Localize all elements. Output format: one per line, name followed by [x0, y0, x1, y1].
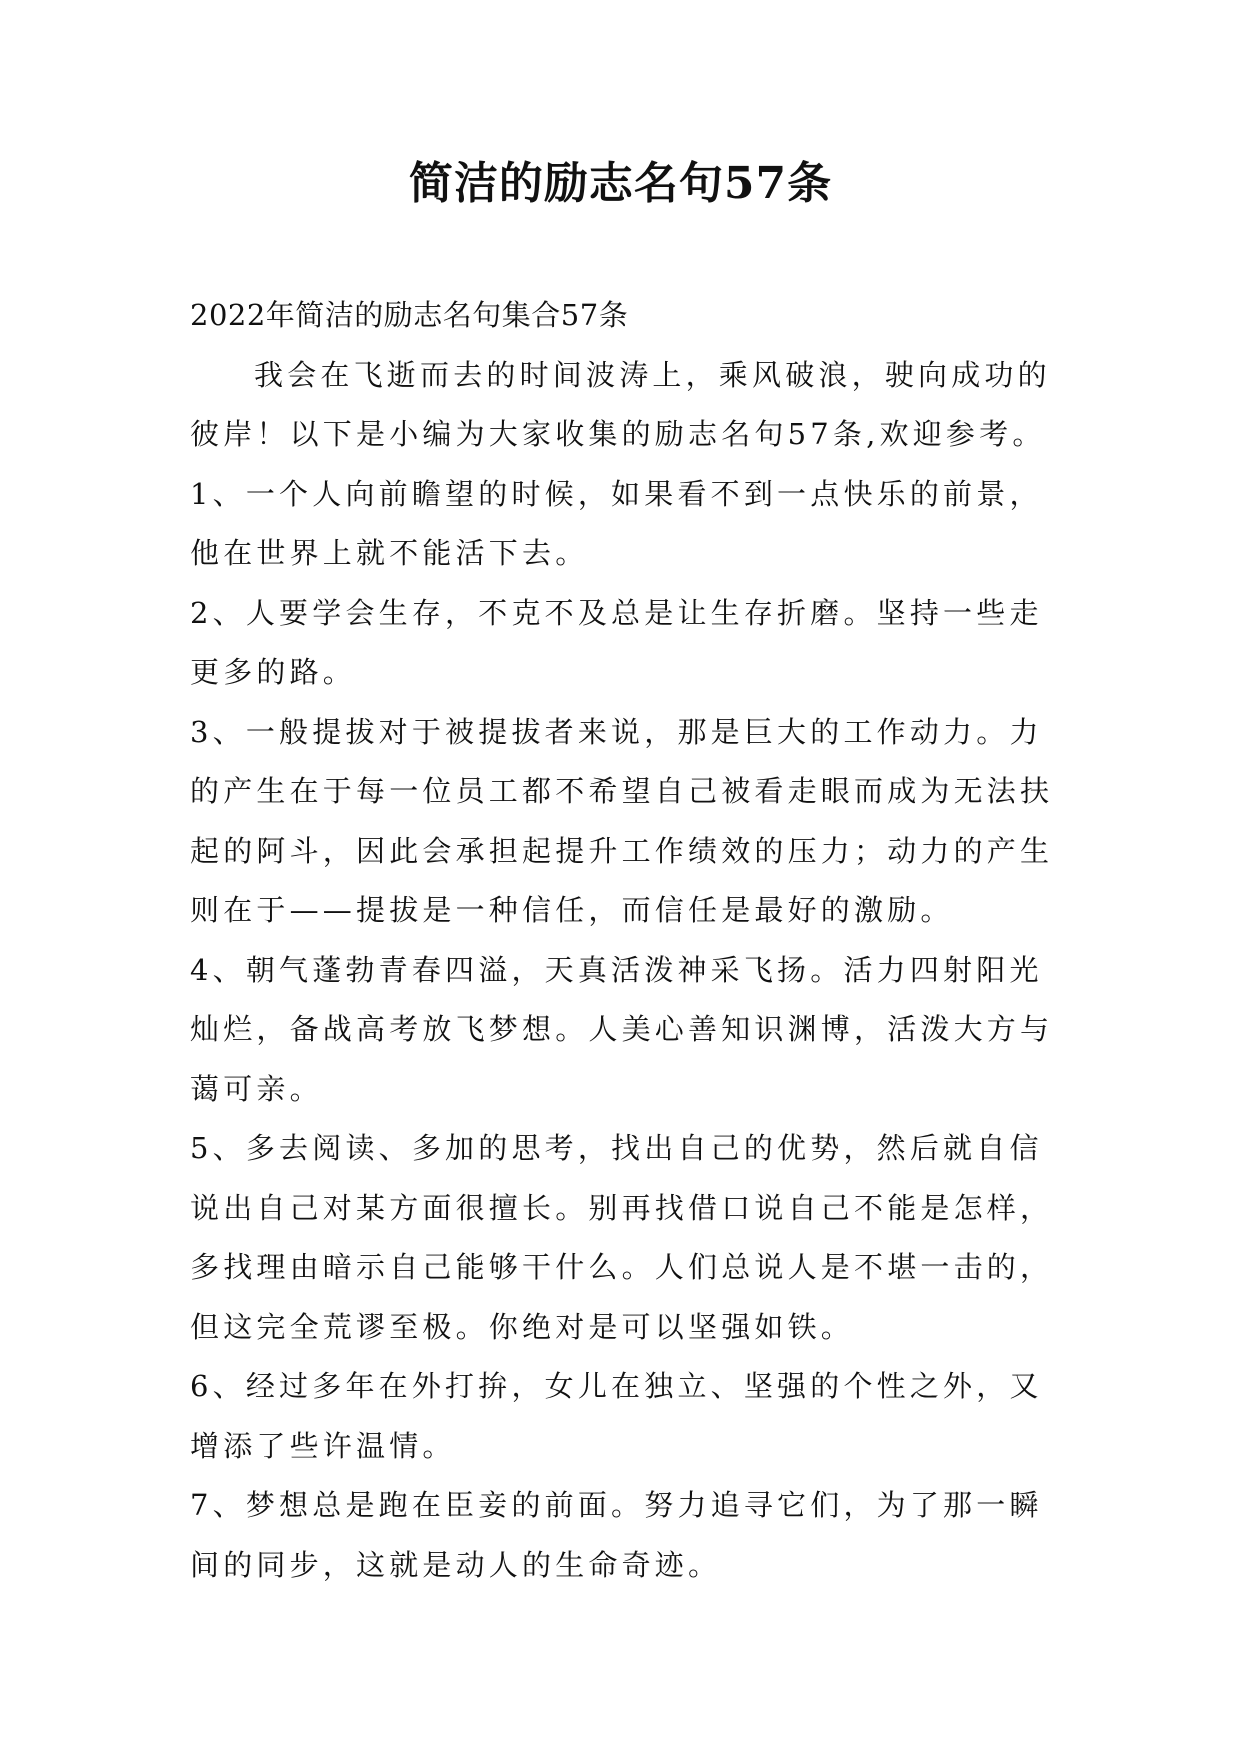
document-subtitle: 2022年简洁的励志名句集合57条 — [190, 298, 629, 332]
quote-item-5: 5、多去阅读、多加的思考，找出自己的优势，然后就自信说出自己对某方面很擅长。别再找借口说自己不能是怎样，多找理由暗示自己能够干什么。人们总说人是不堪一击的，但这完全荒谬至极。你绝对是可以坚强如铁。 — [190, 1131, 1054, 1344]
quote-item-3: 3、一般提拔对于被提拔者来说，那是巨大的工作动力。力的产生在于每一位员工都不希望自己被看走眼而成为无法扶起的阿斗，因此会承担起提升工作绩效的压力；动力的产生则在于——提拔是一种信任，而信任是最好的激励。 — [190, 714, 1054, 927]
quote-item-4: 4、朝气蓬勃青春四溢，天真活泼神采飞扬。活力四射阳光灿烂，备战高考放飞梦想。人美心善知识渊博，活泼大方与蔼可亲。 — [190, 952, 1054, 1106]
quote-item-1: 1、一个人向前瞻望的时候，如果看不到一点快乐的前景，他在世界上就不能活下去。 — [190, 476, 1043, 570]
quote-item-6: 6、经过多年在外打拚，女儿在独立、坚强的个性之外，又增添了些许温情。 — [190, 1369, 1043, 1463]
document-title: 简洁的励志名句57条 — [408, 158, 833, 209]
quote-item-7: 7、梦想总是跑在臣妾的前面。努力追寻它们，为了那一瞬间的同步，这就是动人的生命奇迹。 — [190, 1488, 1043, 1582]
quote-item-2: 2、人要学会生存，不克不及总是让生存折磨。坚持一些走更多的路。 — [190, 595, 1043, 689]
intro-paragraph: 我会在飞逝而去的时间波涛上，乘风破浪，驶向成功的彼岸！以下是小编为大家收集的励志名句57条,欢迎参考。 — [190, 357, 1051, 451]
document-body — [190, 286, 1070, 1595]
